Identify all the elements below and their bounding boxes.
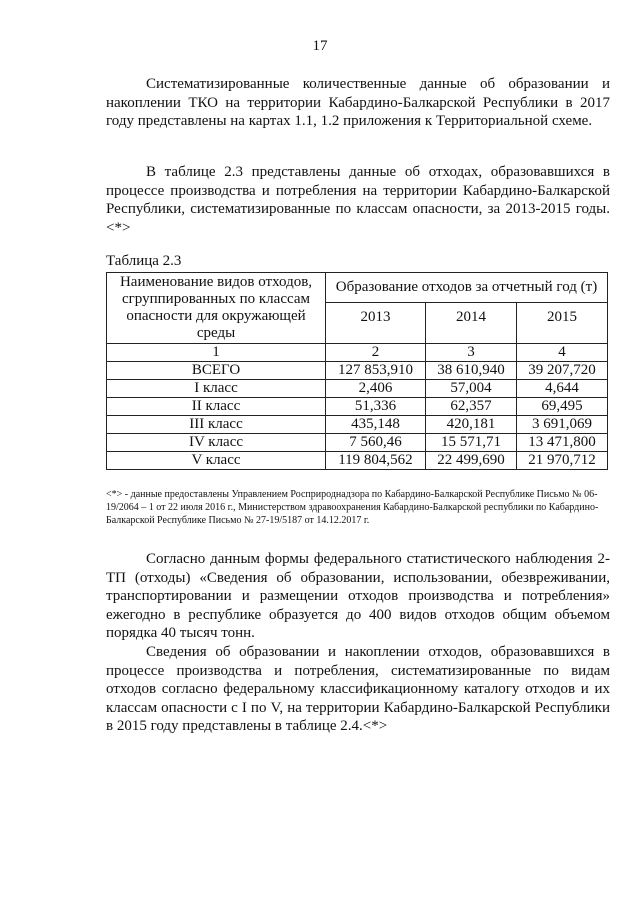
- cell-value: 4,644: [516, 380, 607, 398]
- column-number: 1: [107, 344, 326, 362]
- header-year-2014: 2014: [425, 303, 516, 344]
- cell-value: 62,357: [425, 398, 516, 416]
- header-year-2015: 2015: [516, 303, 607, 344]
- table-row: [107, 398, 608, 416]
- row-name: III класс: [107, 416, 326, 434]
- column-number: 2: [326, 344, 426, 362]
- paragraph-table-2-4-reference: Сведения об образовании и накоплении отходов, образовавшихся в процессе производства и потребления, систематизированные по видам отходов согласно федеральному классификационному каталогу отходов и их классам опасности с I по V, на территории Кабардино-Балкарской Республики в 2015 году представлены в таблице 2.4.<*>: [106, 644, 610, 734]
- table-row: [107, 434, 608, 452]
- cell-value: 51,336: [326, 398, 426, 416]
- row-name: II класс: [107, 398, 326, 416]
- row-name: ВСЕГО: [107, 362, 326, 380]
- waste-table: [106, 272, 608, 470]
- cell-value: 7 560,46: [326, 434, 426, 452]
- cell-value: 21 970,712: [516, 452, 607, 470]
- page-number: 17: [312, 38, 328, 54]
- row-name: IV класс: [107, 434, 326, 452]
- cell-value: 22 499,690: [425, 452, 516, 470]
- cell-value: 420,181: [425, 416, 516, 434]
- cell-value: 435,148: [326, 416, 426, 434]
- cell-value: 15 571,71: [425, 434, 516, 452]
- cell-value: 69,495: [516, 398, 607, 416]
- cell-value: 57,004: [425, 380, 516, 398]
- cell-value: 13 471,800: [516, 434, 607, 452]
- table-row: [107, 416, 608, 434]
- header-group-waste-formation: Образование отходов за отчетный год (т): [326, 273, 608, 303]
- table-header-row: [107, 273, 608, 303]
- cell-value: 2,406: [326, 380, 426, 398]
- table-caption: Таблица 2.3: [106, 253, 182, 269]
- footnote: <*> - данные предоставлены Управлением Росприроднадзора по Кабардино-Балкарской Республике Письмо № 06-19/2064 – 1 от 22 июля 2016 г., Министерством здравоохранения Кабардино-Балкарской республики по Кабардино-Балкарской Республике Письмо № 27-19/5187 от 14.12.2017 г.: [106, 489, 599, 526]
- cell-value: 38 610,940: [425, 362, 516, 380]
- cell-value: 119 804,562: [326, 452, 426, 470]
- paragraph-statistics: Согласно данным формы федерального статистического наблюдения 2-ТП (отходы) «Сведения об образовании, использовании, обезвреживании, транспортировании и размещении отходов производства и потребления» ежегодно в республике образуется до 400 видов отходов общим объемом порядка 40 тысяч тонн.: [106, 551, 610, 641]
- paragraph-tko-maps: Систематизированные количественные данные об образовании и накоплении ТКО на территории Кабардино-Балкарской Республики в 2017 году представлены на картах 1.1, 1.2 приложения к Территориальной схеме.: [106, 76, 610, 129]
- cell-value: 39 207,720: [516, 362, 607, 380]
- header-waste-type: Наименование видов отходов, сгруппированных по классам опасности для окружающей среды: [107, 273, 326, 344]
- header-year-2013: 2013: [326, 303, 426, 344]
- paragraph-table-intro: В таблице 2.3 представлены данные об отходах, образовавшихся в процессе производства и потребления на территории Кабардино-Балкарской Республики, систематизированные по классам опасности, за 2013-2015 годы. <*>: [106, 164, 610, 236]
- table-row: [107, 380, 608, 398]
- cell-value: 3 691,069: [516, 416, 607, 434]
- row-name: I класс: [107, 380, 326, 398]
- table-row: [107, 362, 608, 380]
- cell-value: 127 853,910: [326, 362, 426, 380]
- column-number: 3: [425, 344, 516, 362]
- table-column-number-row: [107, 344, 608, 362]
- row-name: V класс: [107, 452, 326, 470]
- column-number: 4: [516, 344, 607, 362]
- table-row: [107, 452, 608, 470]
